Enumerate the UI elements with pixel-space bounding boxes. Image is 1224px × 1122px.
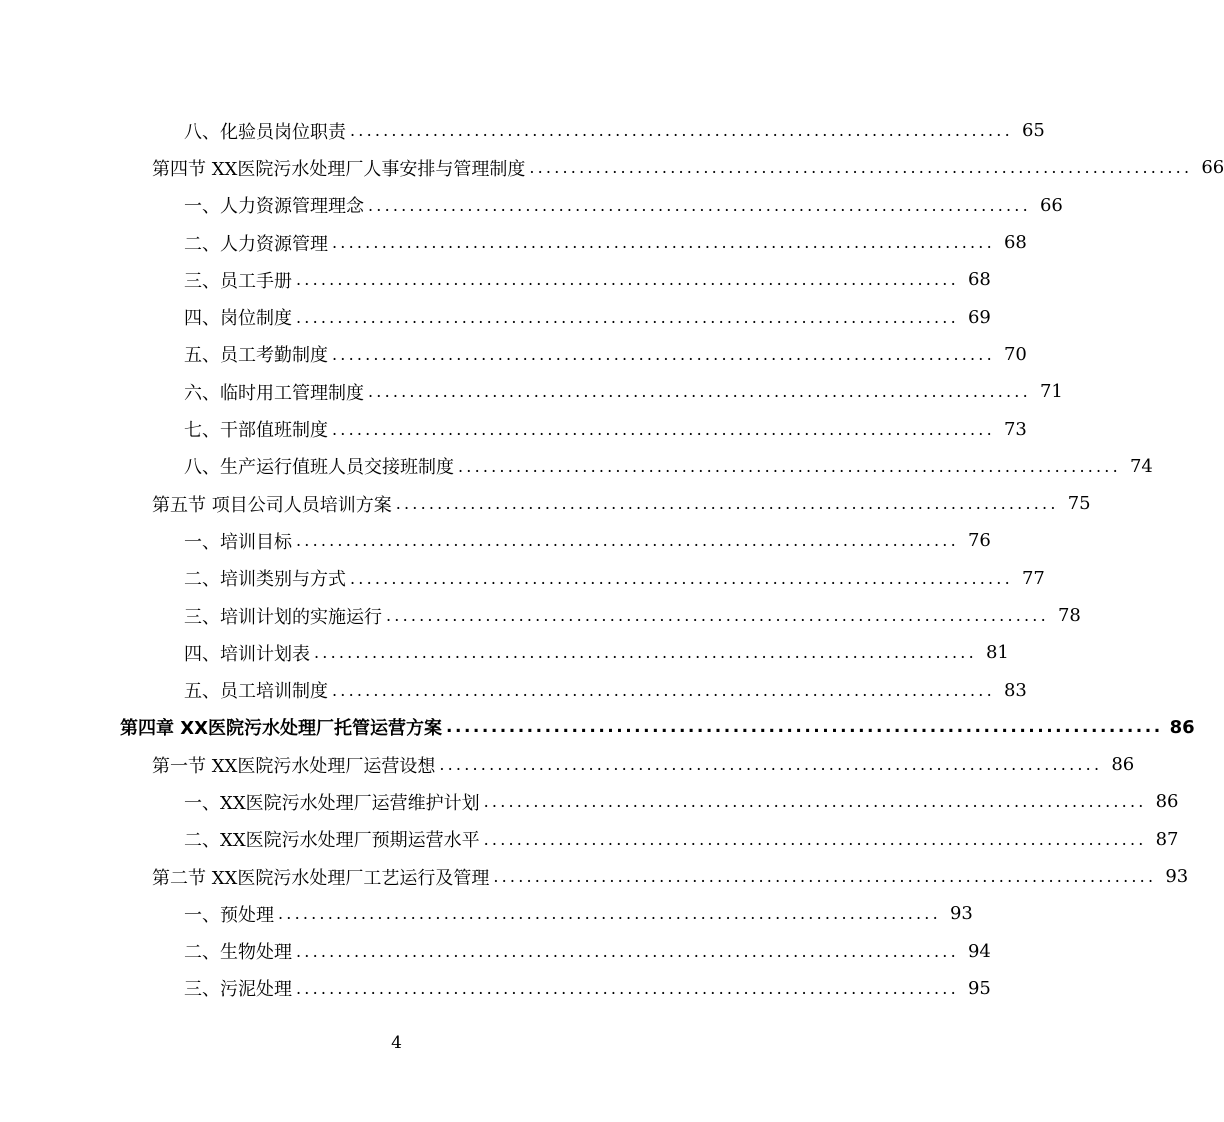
toc-entry[interactable] <box>0 858 1189 895</box>
toc-entry-page: 86 <box>1155 791 1179 813</box>
toc-entry-title: 八、生产运行值班人员交接班制度 <box>184 457 454 479</box>
toc-entry-title: 第四章 XX医院污水处理厂托管运营方案 <box>120 718 443 740</box>
toc-entry-page: 65 <box>1021 120 1045 142</box>
toc-dot-leader: ................................................................................ <box>332 344 995 364</box>
toc-dot-leader: ................................................................................ <box>296 307 959 327</box>
toc-entry-page: 94 <box>967 940 991 962</box>
toc-entry[interactable] <box>0 224 1027 261</box>
toc-entry[interactable] <box>0 933 991 970</box>
toc-entry-title: 二、培训类别与方式 <box>184 569 346 591</box>
toc-entry[interactable] <box>0 410 1027 447</box>
toc-dot-leader: ................................................................................ <box>368 382 1031 402</box>
toc-dot-leader: ................................................................................ <box>296 941 959 961</box>
toc-entry-page: 83 <box>1003 679 1027 701</box>
toc-entry-title: 七、干部值班制度 <box>184 420 328 442</box>
toc-entry[interactable] <box>0 560 1045 597</box>
toc-dot-leader: ................................................................................ <box>350 121 1013 141</box>
toc-entry[interactable] <box>0 970 991 1007</box>
page-number: 4 <box>391 1033 402 1053</box>
toc-entry-page: 81 <box>985 642 1009 664</box>
toc-entry-title: 三、员工手册 <box>184 270 292 292</box>
toc-entry[interactable] <box>0 634 1009 671</box>
toc-entry-title: 第一节 XX医院污水处理厂运营设想 <box>152 755 436 777</box>
toc-entry-title: 二、XX医院污水处理厂预期运营水平 <box>184 830 480 852</box>
toc-entry-title: 一、XX医院污水处理厂运营维护计划 <box>184 792 480 814</box>
toc-entry-title: 第二节 XX医院污水处理厂工艺运行及管理 <box>152 867 490 889</box>
toc-entry[interactable] <box>0 112 1045 149</box>
toc-dot-leader: ................................................................................ <box>350 568 1013 588</box>
toc-entry-page: 86 <box>1111 754 1135 776</box>
toc-entry-page: 66 <box>1039 194 1063 216</box>
toc-dot-leader: ................................................................................ <box>386 606 1049 625</box>
toc-entry-title: 三、污泥处理 <box>184 979 292 1001</box>
toc-entry-title: 四、岗位制度 <box>184 308 292 330</box>
toc-entry-page: 73 <box>1003 418 1027 440</box>
toc-dot-leader: ................................................................................ <box>493 867 1157 887</box>
toc-dot-leader: ................................................................................ <box>446 717 1163 738</box>
toc-entry-title: 一、预处理 <box>184 904 274 926</box>
toc-entry-page: 66 <box>1201 157 1224 179</box>
toc-entry-title: 二、人力资源管理 <box>184 233 328 255</box>
toc-entry-title: 第五节 项目公司人员培训方案 <box>152 494 392 516</box>
toc-dot-leader: ................................................................................ <box>296 270 959 290</box>
toc-entry-page: 86 <box>1169 716 1195 738</box>
toc-entry-title: 八、化验员岗位职责 <box>184 121 346 143</box>
toc-dot-leader: ................................................................................ <box>314 643 977 663</box>
toc-entry-page: 76 <box>967 530 991 552</box>
toc-entry-page: 68 <box>967 269 991 291</box>
toc-entry-page: 93 <box>1165 866 1189 888</box>
toc-dot-leader: ................................................................................ <box>368 195 1031 215</box>
toc-entry-title: 六、临时用工管理制度 <box>184 382 364 404</box>
toc-entry-title: 一、培训目标 <box>184 531 292 553</box>
toc-entry-page: 70 <box>1003 343 1027 365</box>
toc-dot-leader: ................................................................................ <box>439 755 1103 775</box>
toc-entry[interactable] <box>0 261 991 298</box>
toc-entry-page: 74 <box>1129 455 1153 477</box>
toc-entry[interactable] <box>0 187 1063 224</box>
toc-entry[interactable] <box>0 336 1027 373</box>
toc-entry-page: 93 <box>949 903 973 925</box>
toc-entry-title: 第四节 XX医院污水处理厂人事安排与管理制度 <box>152 158 526 180</box>
toc-entry-title: 三、培训计划的实施运行 <box>184 606 382 628</box>
toc-entry[interactable] <box>0 895 973 932</box>
toc-dot-leader: ................................................................................ <box>483 829 1147 849</box>
toc-entry[interactable] <box>0 671 1027 708</box>
toc-entry-title: 一、人力资源管理理念 <box>184 196 364 218</box>
toc-entry[interactable] <box>0 149 1224 186</box>
toc-entry-title: 四、培训计划表 <box>184 643 310 665</box>
toc-entry-title: 五、员工考勤制度 <box>184 345 328 367</box>
toc-entry[interactable] <box>0 485 1091 522</box>
toc-dot-leader: ................................................................................ <box>278 904 941 924</box>
table-of-contents <box>0 112 1224 1007</box>
toc-entry-page: 68 <box>1003 232 1027 254</box>
toc-entry-page: 87 <box>1155 828 1179 850</box>
toc-dot-leader: ................................................................................ <box>529 158 1193 178</box>
toc-entry[interactable] <box>0 597 1081 634</box>
toc-entry-page: 77 <box>1021 567 1045 589</box>
toc-chapter-entry[interactable] <box>0 709 1195 746</box>
toc-dot-leader: ................................................................................ <box>332 233 995 253</box>
toc-entry-page: 95 <box>967 977 991 999</box>
toc-entry-title: 五、员工培训制度 <box>184 681 328 703</box>
toc-entry-page: 71 <box>1039 381 1063 403</box>
toc-dot-leader: ................................................................................ <box>296 978 959 998</box>
toc-dot-leader: ................................................................................ <box>395 494 1059 514</box>
toc-entry[interactable] <box>0 821 1179 858</box>
toc-dot-leader: ................................................................................ <box>332 419 995 439</box>
toc-entry[interactable] <box>0 522 991 559</box>
toc-entry[interactable] <box>0 746 1135 783</box>
toc-dot-leader: ................................................................................ <box>458 456 1121 476</box>
toc-entry[interactable] <box>0 373 1063 410</box>
toc-dot-leader: ................................................................................ <box>332 680 995 700</box>
toc-entry-page: 75 <box>1067 493 1091 515</box>
toc-entry[interactable] <box>0 783 1179 820</box>
toc-dot-leader: ................................................................................ <box>483 792 1147 812</box>
toc-dot-leader: ................................................................................ <box>296 531 959 551</box>
toc-entry-page: 78 <box>1057 605 1081 626</box>
toc-entry-page: 69 <box>967 306 991 328</box>
toc-entry[interactable] <box>0 298 991 335</box>
toc-entry[interactable] <box>0 448 1153 485</box>
toc-entry-title: 二、生物处理 <box>184 942 292 964</box>
